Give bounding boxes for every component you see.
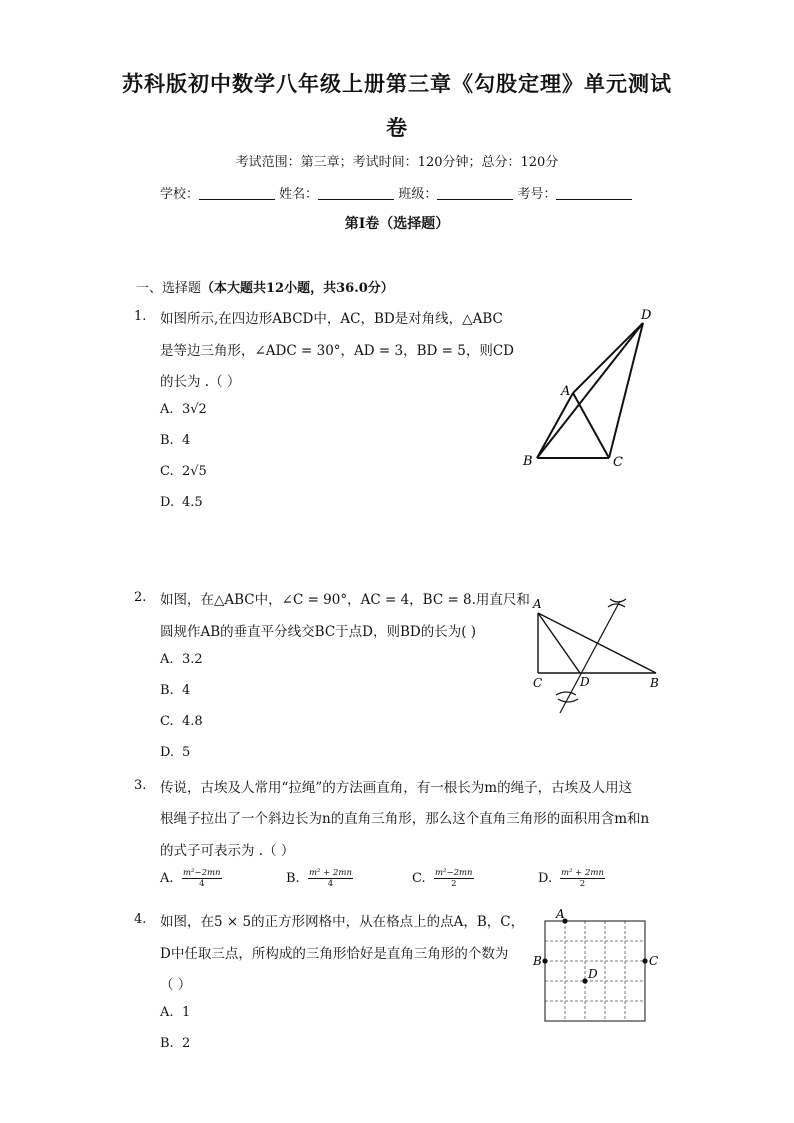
option-text: 4.5 bbox=[182, 495, 203, 510]
fraction-numerator: m² + 2mn bbox=[561, 868, 604, 878]
option-letter: C. bbox=[412, 871, 426, 886]
exam-number-label: 考号： bbox=[517, 187, 557, 202]
option-text: 2 bbox=[182, 1036, 191, 1051]
question-2-figure bbox=[528, 595, 668, 720]
fraction-denominator: 2 bbox=[451, 879, 457, 889]
fraction-numerator: m² + 2mn bbox=[309, 868, 352, 878]
question-1-number: 1. bbox=[134, 309, 147, 324]
student-info-fields bbox=[160, 183, 632, 202]
question-4-number: 4. bbox=[134, 912, 147, 927]
option-letter: C. bbox=[160, 714, 174, 729]
point-label-b: B bbox=[650, 676, 659, 690]
segment-ad bbox=[573, 323, 643, 393]
construction-arc-bottom-1 bbox=[556, 692, 576, 695]
option-fraction bbox=[560, 868, 605, 889]
option-letter: B. bbox=[160, 1036, 174, 1051]
volume-title: 第I卷（选择题） bbox=[344, 216, 450, 232]
option-text: 4 bbox=[182, 683, 191, 698]
option-text: 4 bbox=[182, 433, 191, 448]
segment-ac bbox=[573, 393, 609, 458]
option-text: 3√2 bbox=[182, 402, 207, 417]
option-fraction bbox=[182, 868, 222, 889]
question-1-line-3: 的长为 .（ ） bbox=[160, 374, 241, 390]
option-letter: B. bbox=[286, 871, 300, 886]
question-2-line-1: 如图，在△ABC中，∠C = 90°，AC = 4，BC = 8.用直尺和 bbox=[160, 592, 530, 608]
question-1-option-a[interactable] bbox=[160, 402, 207, 417]
option-letter: A. bbox=[160, 871, 174, 886]
option-letter: C. bbox=[160, 464, 174, 479]
point-label-d: D bbox=[641, 308, 652, 323]
part-heading-prefix: 一、选择题 bbox=[136, 281, 202, 296]
question-1-line-2: 是等边三角形，∠ADC = 30°，AD = 3，BD = 5，则CD bbox=[160, 343, 514, 359]
question-2-option-d[interactable] bbox=[160, 745, 190, 760]
option-text: 1 bbox=[182, 1005, 191, 1020]
question-2-option-b[interactable] bbox=[160, 683, 190, 698]
point-label-b: B bbox=[533, 954, 542, 968]
segment-ab bbox=[537, 393, 573, 458]
name-field[interactable] bbox=[318, 185, 394, 200]
part-heading bbox=[136, 277, 394, 296]
part-heading-detail: （本大题共12小题，共36.0分） bbox=[201, 281, 394, 296]
question-3-line-1: 传说，古埃及人常用“拉绳”的方法画直角，有一根长为m的绳子，古埃及人用这 bbox=[160, 780, 633, 796]
segment-bd bbox=[537, 323, 643, 458]
question-1-option-c[interactable] bbox=[160, 464, 207, 479]
construction-arc-top-2 bbox=[610, 599, 626, 602]
option-text: 2√5 bbox=[182, 464, 207, 479]
point-label-c: C bbox=[533, 676, 543, 690]
point-label-c: C bbox=[613, 455, 623, 470]
fraction-numerator: m²−2mn bbox=[435, 868, 473, 878]
question-4-option-a[interactable] bbox=[160, 1005, 190, 1020]
question-3-option-b[interactable] bbox=[286, 868, 353, 889]
point-label-c: C bbox=[649, 954, 659, 968]
question-3-option-c[interactable] bbox=[412, 868, 474, 889]
question-4-grid-figure bbox=[530, 905, 664, 1027]
question-3-line-2: 根绳子拉出了一个斜边长为n的直角三角形，那么这个直角三角形的面积用含m和n bbox=[160, 811, 650, 827]
question-3-line-3: 的式子可表示为 .（ ） bbox=[160, 843, 295, 859]
question-4-line-1: 如图，在5 × 5的正方形网格中，从在格点上的点A，B，C， bbox=[160, 914, 525, 930]
question-4-option-b[interactable] bbox=[160, 1036, 190, 1051]
point-label-a: A bbox=[533, 597, 542, 611]
fraction-numerator: m²−2mn bbox=[183, 868, 221, 878]
option-letter: D. bbox=[160, 745, 175, 760]
point-label-d: D bbox=[588, 967, 598, 981]
school-label: 学校： bbox=[160, 187, 200, 202]
point-c bbox=[642, 958, 647, 963]
class-field[interactable] bbox=[437, 185, 513, 200]
exam-title-line-1: 苏科版初中数学八年级上册第三章《勾股定理》单元测试 bbox=[122, 71, 672, 96]
question-1-option-b[interactable] bbox=[160, 433, 190, 448]
exam-info: 考试范围：第三章；考试时间：120分钟；总分：120分 bbox=[235, 155, 559, 170]
exam-title-line-2: 卷 bbox=[386, 115, 408, 140]
exam-number-field[interactable] bbox=[556, 185, 632, 200]
name-label: 姓名： bbox=[279, 187, 319, 202]
point-label-d: D bbox=[580, 675, 590, 689]
class-label: 班级： bbox=[398, 187, 438, 202]
fraction-denominator: 4 bbox=[327, 879, 334, 889]
option-letter: B. bbox=[160, 433, 174, 448]
point-label-a: A bbox=[556, 907, 565, 921]
point-b bbox=[542, 958, 547, 963]
option-letter: D. bbox=[160, 495, 175, 510]
question-3-number: 3. bbox=[134, 778, 147, 793]
option-text: 3.2 bbox=[182, 652, 203, 667]
option-text: 4.8 bbox=[182, 714, 203, 729]
point-d bbox=[582, 978, 587, 983]
fraction-denominator: 2 bbox=[579, 879, 586, 889]
option-letter: A. bbox=[160, 1005, 174, 1020]
segment-ad bbox=[538, 613, 580, 673]
option-letter: B. bbox=[160, 683, 174, 698]
option-text: 5 bbox=[182, 745, 191, 760]
construction-arc-bottom-2 bbox=[558, 699, 578, 702]
question-2-option-c[interactable] bbox=[160, 714, 203, 729]
question-3-option-a[interactable] bbox=[160, 868, 222, 889]
question-2-option-a[interactable] bbox=[160, 652, 203, 667]
question-1-line-1: 如图所示,在四边形ABCD中，AC，BD是对角线，△ABC bbox=[160, 311, 503, 327]
question-1-option-d[interactable] bbox=[160, 495, 203, 510]
point-label-b: B bbox=[523, 454, 533, 469]
option-letter: A. bbox=[160, 652, 174, 667]
question-4-line-3: （ ） bbox=[160, 977, 192, 993]
school-field[interactable] bbox=[199, 185, 275, 200]
option-fraction bbox=[308, 868, 353, 889]
question-2-line-2: 圆规作AB的垂直平分线交BC于点D，则BD的长为( ) bbox=[160, 624, 477, 640]
option-fraction bbox=[434, 868, 474, 889]
question-1-figure bbox=[515, 303, 665, 473]
question-3-option-d[interactable] bbox=[538, 868, 605, 889]
option-letter: D. bbox=[538, 871, 553, 886]
fraction-denominator: 4 bbox=[199, 879, 205, 889]
question-4-line-2: D中任取三点，所构成的三角形恰好是直角三角形的个数为 bbox=[160, 946, 509, 962]
question-2-number: 2. bbox=[134, 590, 147, 605]
point-label-a: A bbox=[561, 384, 571, 399]
option-letter: A. bbox=[160, 402, 174, 417]
